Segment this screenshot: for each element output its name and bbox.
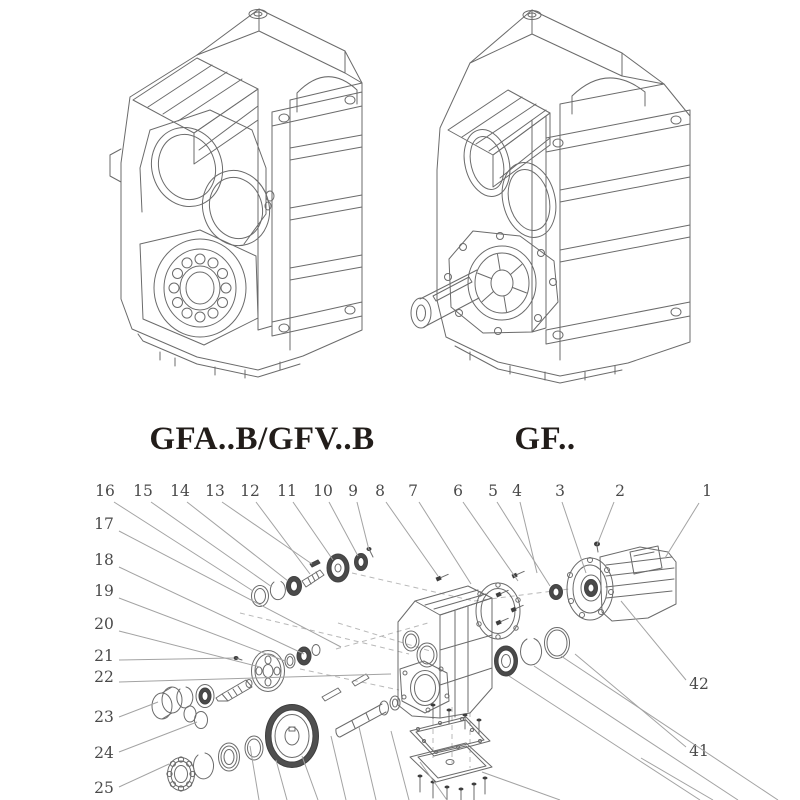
callout-number-21: 21 xyxy=(94,647,114,665)
leader-line-offscreen-5 xyxy=(359,727,376,800)
exploded-view xyxy=(94,482,778,800)
leader-line-13 xyxy=(222,502,312,564)
leader-line-offscreen-8 xyxy=(482,772,560,800)
callout-number-22: 22 xyxy=(94,668,114,686)
leader-line-9 xyxy=(357,502,369,550)
leader-line-offscreen-6 xyxy=(391,731,409,800)
leader-line-offscreen-1 xyxy=(250,746,259,800)
callout-number-3: 3 xyxy=(555,482,565,500)
leader-line-10 xyxy=(329,502,358,556)
callout-number-1: 1 xyxy=(702,482,712,500)
callout-number-4: 4 xyxy=(512,482,522,500)
leader-line-17 xyxy=(119,531,341,647)
callout-number-17: 17 xyxy=(94,515,114,533)
callout-number-6: 6 xyxy=(453,482,463,500)
callout-number-10: 10 xyxy=(313,482,333,500)
callout-number-16: 16 xyxy=(95,482,115,500)
exploded-motor xyxy=(567,542,676,622)
callout-number-7: 7 xyxy=(408,482,418,500)
leader-line-41 xyxy=(575,654,686,747)
callout-number-20: 20 xyxy=(94,615,114,633)
leader-line-11 xyxy=(293,502,333,560)
leader-line-42 xyxy=(621,601,686,680)
leader-line-offscreen-4 xyxy=(331,736,346,800)
flange-bolt-holes xyxy=(445,233,557,335)
leader-line-6 xyxy=(463,502,518,581)
leader-line-12 xyxy=(256,502,310,574)
left-figure-title: GFA..B/GFV..B xyxy=(149,421,375,457)
right-figure-title: GF.. xyxy=(514,421,576,457)
leader-line-16 xyxy=(114,502,253,591)
bearing-rollers xyxy=(169,254,231,322)
leader-line-15 xyxy=(151,502,272,587)
callout-number-9: 9 xyxy=(348,482,358,500)
leader-line-offscreen-3 xyxy=(302,756,318,800)
callout-number-5: 5 xyxy=(488,482,498,500)
leader-line-14 xyxy=(187,502,288,581)
callout-number-23: 23 xyxy=(94,708,114,726)
exploded-upper-shaft-parts xyxy=(252,547,374,607)
leader-line-1 xyxy=(665,503,699,558)
leader-line-21 xyxy=(119,658,234,660)
gearbox-drawing-hollow-shaft xyxy=(110,9,362,378)
callout-number-8: 8 xyxy=(375,482,385,500)
exploded-oil-seal xyxy=(495,646,518,676)
exploded-motor-seal xyxy=(550,585,563,600)
leader-line-offscreen-12 xyxy=(641,758,713,800)
callout-number-18: 18 xyxy=(94,551,114,569)
exploded-housing xyxy=(398,586,492,718)
leader-line-19 xyxy=(119,598,285,661)
leader-line-2 xyxy=(597,502,614,545)
leader-line-offscreen-9 xyxy=(509,676,700,800)
callout-number-11: 11 xyxy=(277,482,297,500)
leader-line-4 xyxy=(520,502,537,573)
callout-number-12: 12 xyxy=(240,482,260,500)
callout-number-24: 24 xyxy=(94,744,114,762)
callout-labels xyxy=(94,482,778,800)
callout-number-2: 2 xyxy=(615,482,625,500)
leader-line-3 xyxy=(562,502,586,573)
callout-number-19: 19 xyxy=(94,582,114,600)
leader-line-7 xyxy=(419,502,471,584)
leader-line-offscreen-11 xyxy=(561,656,778,800)
callout-number-13: 13 xyxy=(205,482,225,500)
callout-number-25: 25 xyxy=(94,779,114,797)
gearbox-drawing-solid-shaft xyxy=(411,10,690,383)
leader-line-8 xyxy=(386,502,438,576)
exploded-retaining-ring xyxy=(545,628,570,659)
leader-line-25 xyxy=(119,764,169,787)
callout-number-42: 42 xyxy=(689,675,709,693)
callout-number-41: 41 xyxy=(689,742,709,760)
callout-number-15: 15 xyxy=(133,482,153,500)
leader-line-18 xyxy=(119,567,304,654)
callout-number-14: 14 xyxy=(170,482,190,500)
exploded-snap-ring xyxy=(521,639,542,665)
leader-line-24 xyxy=(119,722,197,752)
leader-line-20 xyxy=(119,631,260,667)
exploded-intermediate-shaft-parts xyxy=(177,645,320,708)
